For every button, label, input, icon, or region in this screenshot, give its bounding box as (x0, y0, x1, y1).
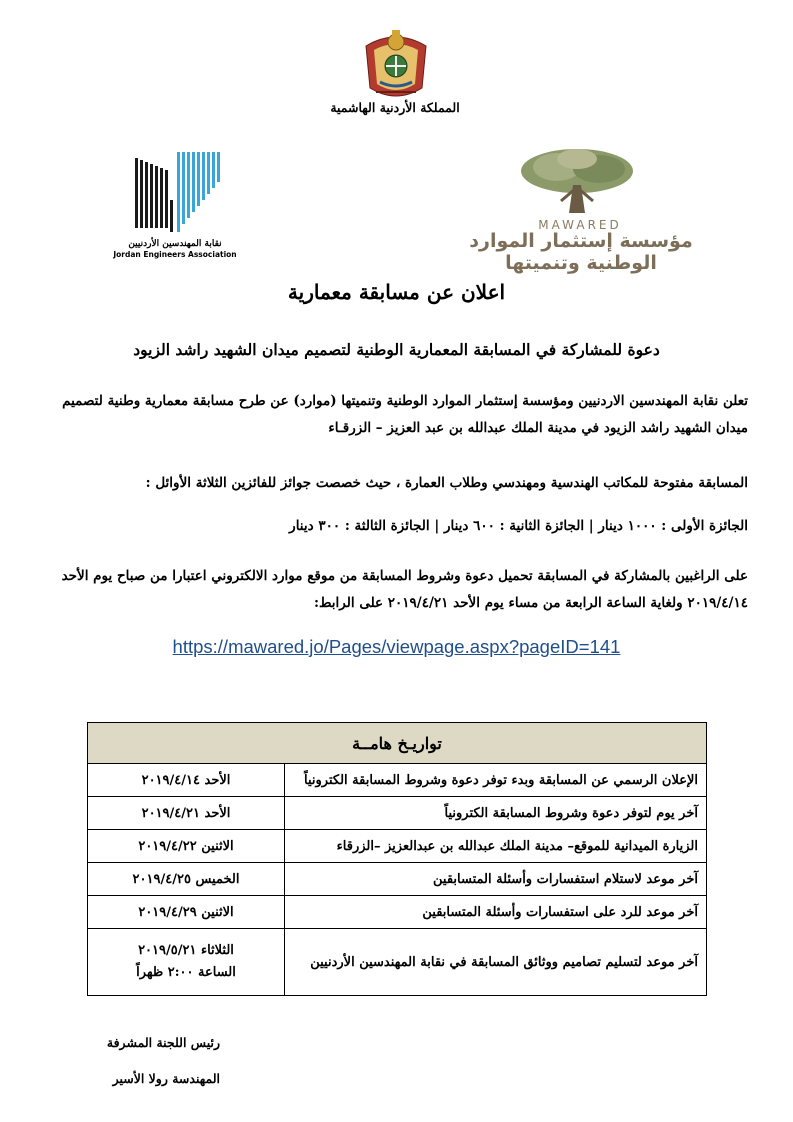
event-cell: الزيارة الميدانية للموقع– مدينة الملك عبدالله بن عبدالعزيز –الزرقاء (285, 830, 707, 863)
time-line: الساعة ٢:٠٠ ظهراً (136, 965, 236, 980)
page-subtitle: دعوة للمشاركة في المسابقة المعمارية الوطنية لتصميم ميدان الشهيد راشد الزيود (133, 340, 660, 359)
event-cell: الإعلان الرسمي عن المسابقة وبدء توفر دعوة وشروط المسابقة الكترونياً (285, 764, 707, 797)
table-header: تواريـخ هامــة (88, 723, 707, 764)
download-paragraph (48, 563, 748, 617)
table-row (88, 764, 707, 797)
intro-line-2: ميدان الشهيد راشد الزيود في مدينة الملك عبدالله بن عبد العزيز – الزرقـاء (328, 420, 748, 436)
table-row (88, 896, 707, 929)
jea-arabic-name: نقابة المهندسين الأردنيين (128, 239, 222, 249)
competition-link[interactable]: https://mawared.jo/Pages/viewpage.aspx?pageID=141 (172, 636, 621, 657)
event-cell: آخر موعد لتسليم تصاميم ووثائق المسابقة في نقابة المهندسين الأردنيين (285, 929, 707, 996)
event-cell: آخر موعد للرد على استفسارات وأسئلة المتسابقين (285, 896, 707, 929)
mawared-tree-icon (517, 145, 637, 217)
event-cell: آخر موعد لاستلام استفسارات وأسئلة المتسابقين (285, 863, 707, 896)
intro-line-1: تعلن نقابة المهندسين الاردنيين ومؤسسة إستثمار الموارد الوطنية وتنميتها (موارد) عن طرح مسابقة معمارية وطنية لتصميم (62, 393, 748, 409)
mawared-english-name: MAWARED (538, 218, 622, 232)
event-cell: آخر يوم لتوفر دعوة وشروط المسابقة الكترونياً (285, 797, 707, 830)
date-line: الثلاثاء ٢٠١٩/٥/٢١ (138, 943, 234, 958)
table-header-row (88, 723, 707, 764)
date-cell: الأحد ٢٠١٩/٤/١٤ (88, 764, 285, 797)
eligibility-paragraph: المسابقة مفتوحة للمكاتب الهندسية ومهندسي وطلاب العمارة ، حيث خصصت جوائز للفائزين الثلاثة الأوائل : (145, 475, 748, 491)
date-cell: الاثنين ٢٠١٩/٤/٢٢ (88, 830, 285, 863)
download-line-2: ٢٠١٩/٤/١٤ ولغاية الساعة الرابعة من مساء يوم الأحد ٢٠١٩/٤/٢١ على الرابط: (314, 595, 748, 611)
page-title: اعلان عن مسابقة معمارية (287, 280, 506, 304)
mawared-arabic-name: مؤسسة إستثمار الموارد الوطنية وتنميتها (469, 230, 693, 274)
signature-role: رئيس اللجنة المشرفة (106, 1035, 220, 1050)
important-dates-table (87, 722, 707, 996)
table-row (88, 863, 707, 896)
kingdom-name: المملكة الأردنية الهاشمية (330, 100, 460, 115)
date-cell (88, 929, 285, 996)
prizes-paragraph: الجائزة الأولى : ١٠٠٠ دينار | الجائزة الثانية : ٦٠٠ دينار | الجائزة الثالثة : ٣٠٠ دينار (289, 518, 748, 534)
royal-crest-icon (362, 26, 430, 106)
table-row (88, 797, 707, 830)
date-cell: الاثنين ٢٠١٩/٤/٢٩ (88, 896, 285, 929)
jea-logo-icon (127, 150, 227, 240)
table-row (88, 929, 707, 996)
signature-name: المهندسة رولا الأسير (112, 1071, 220, 1086)
table-row (88, 830, 707, 863)
date-cell: الخميس ٢٠١٩/٤/٢٥ (88, 863, 285, 896)
download-line-1: على الراغبين بالمشاركة في المسابقة تحميل دعوة وشروط المسابقة من موقع موارد الالكتروني اعتبارا من صباح يوم الأحد (61, 568, 748, 584)
date-cell: الأحد ٢٠١٩/٤/٢١ (88, 797, 285, 830)
jea-english-name: Jordan Engineers Association (113, 250, 237, 259)
intro-paragraph (48, 388, 748, 442)
